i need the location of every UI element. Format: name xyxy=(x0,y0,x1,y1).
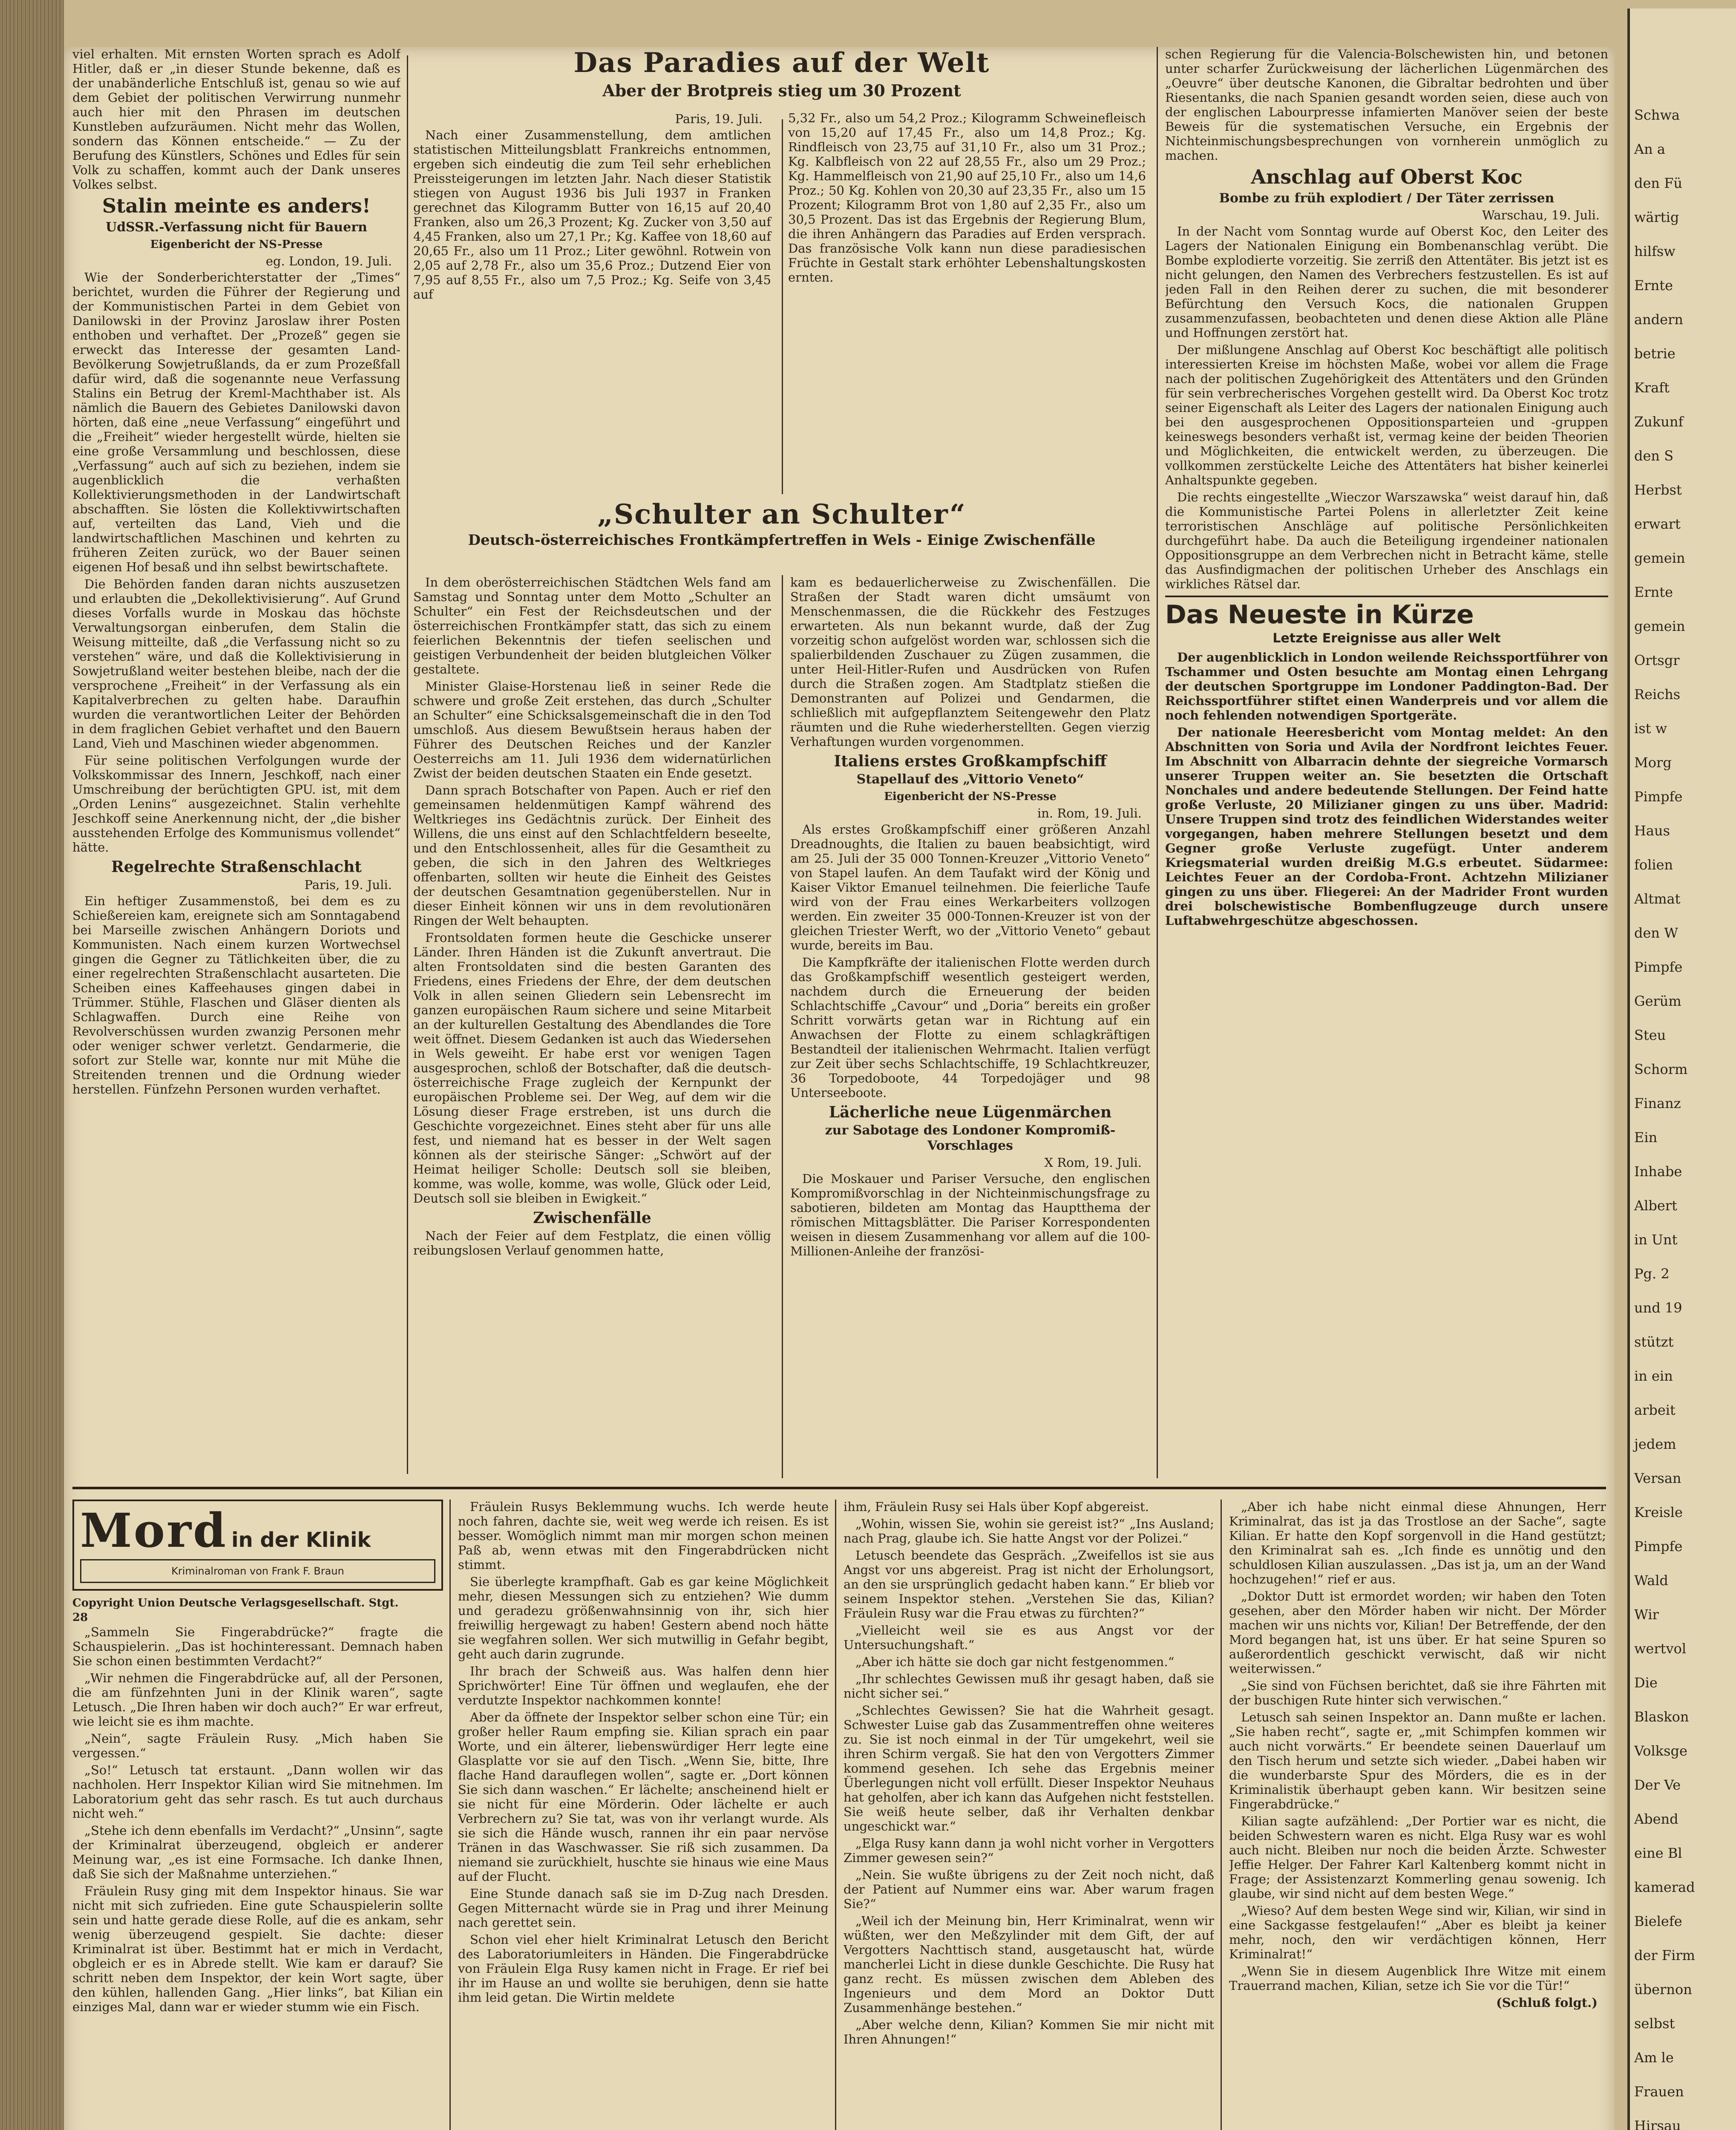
strassenschlacht-headline: Regelrechte Straßenschlacht xyxy=(111,858,362,876)
facing-page-line: Bielefe xyxy=(1634,1913,1682,1929)
facing-page-line: Altmat xyxy=(1634,891,1681,907)
koc-subheadline: Bombe zu früh explodiert / Der Täter zerrissen xyxy=(1219,191,1555,206)
novel-paragraph: „Wenn Sie in diesem Augenblick Ihre Witze mit einem Trauerrand machen, Kilian, setze ich Sie vor die Tür!“ xyxy=(1229,1964,1606,1993)
facing-page-line: wärtig xyxy=(1634,209,1679,225)
novel-paragraph: Ihr brach der Schweiß aus. Was halfen denn hier Sprichwörter! Eine Tür öffnen und weglaufen, ehe der verdutzte Inspektor nachkommen konnte! xyxy=(458,1664,829,1707)
facing-page-line: Ein xyxy=(1634,1129,1658,1146)
neueste-item: Der augenblicklich in London weilende Reichssportführer von Tschammer und Osten besuchte am Montag einen Lehrgang der deutschen Sportgruppe im Londoner Paddington-Bad. Der Reichssportführer stiftet einen Wanderpreis und vor allem die noch fehlenden notwendigen Sportgeräte. xyxy=(1165,650,1608,722)
luegen-dateline: X Rom, 19. Juli. xyxy=(1044,1155,1142,1170)
facing-page-line: Reichs xyxy=(1634,686,1681,702)
novel-credit: Kriminalroman von Frank F. Braun xyxy=(80,1559,435,1583)
facing-page-line: gemein xyxy=(1634,550,1685,566)
facing-page-line: betrie xyxy=(1634,345,1676,362)
schulter-continued-paragraph: kam es bedauerlicherweise zu Zwischenfällen. Die Straßen der Stadt waren dicht umsäumt von Menschenmassen, die die Rückkehr des Festzuges erwarteten. Als nun bekannt wurde, daß der Zug vorzeitig schon aufgelöst worden war, schlossen sich die spalierbildenden Zuschauer zu Zügen zusammen, die unter Heil-Hitler-Rufen und Ausdrücken von Rufen durch die Straßen zogen. Am Stadtplatz stießen die Demonstranten auf Polizei und Gendarmen, die schließlich mit aufgepflanztem Seitengewehr den Platz räumten und die Ruhe wiederherstellten. Gegen vierzig Verhaftungen wurden vorgenommen. xyxy=(790,575,1150,749)
neueste-subheadline: Letzte Ereignisse aus aller Welt xyxy=(1272,631,1501,646)
novel-paragraph: Schon viel eher hielt Kriminalrat Letusch den Bericht des Laboratoriumleiters in Händen. Die Fingerabdrücke von Fräulein Elga Rusy kamen nicht in Frage. Er rief bei ihr im Hause an und wollte sie beruhigen, denn sie hatte ihm leid getan. Die Wirtin meldete xyxy=(458,1932,829,2005)
facing-page-line: Versan xyxy=(1634,1470,1681,1486)
facing-page-text xyxy=(1630,9,1736,2130)
stalin-dateline: eg. London, 19. Juli. xyxy=(265,254,392,268)
novel-paragraph: Fräulein Rusy ging mit dem Inspektor hinaus. Sie war nicht mit sich zufrieden. Eine gute Schauspielerin sollte sein und hatte gerade diese Rolle, auf die es ankam, sehr wenig überzeugend gespielt. Sie dachte: dieser Kriminalrat ist über. Bestimmt hat er mich in Verdacht, obgleich er es in Abrede stellt. Wie kam er darauf? Sie schritt neben dem Inspektor, der kein Wort sagte, über den kühlen, hallenden Gang. „Hier links“, bat Kilian ein einziges Mal, dann war er wieder stumm wie ein Fisch. xyxy=(72,1884,443,2014)
column-1 xyxy=(72,47,400,1478)
facing-page-line: Der Ve xyxy=(1634,1777,1681,1793)
novel-paragraph: „So!“ Letusch tat erstaunt. „Dann wollen wir das nachholen. Herr Inspektor Kilian wird Sie mitnehmen. Im Laboratorium geht das sehr rasch. Es tut auch durchaus nicht weh.“ xyxy=(72,1763,443,1821)
novel-paragraph: „Aber ich habe nicht einmal diese Ahnungen, Herr Kriminalrat, das ist ja das Trostlose an der Sache“, sagte Kilian. Er hatte den Kopf sorgenvoll in die Hand gestützt; den Kriminalrat sah es. „Ich finde es unnötig und den schuldlosen Kilian auszulassen. „Das ist ja, um an der Wand hochzugehen!“ rief er aus. xyxy=(1229,1500,1606,1586)
facing-page-line: erwart xyxy=(1634,516,1681,532)
novel-paragraph: ihm, Fräulein Rusy sei Hals über Kopf abgereist. xyxy=(844,1500,1149,1514)
luegen-paragraph: Die Moskauer und Pariser Versuche, den englischen Kompromißvorschlag in der Nichteinmischungsfrage zu sabotieren, bildeten am Montag das Hauptthema der römischen Mittagsblätter. Die Pariser Korrespondenten weisen in diesem Zusammenhang vor allem auf die 100-Millionen-Anleihe der französi- xyxy=(790,1172,1150,1258)
facing-page-line: Finanz xyxy=(1634,1095,1681,1111)
schulter-header xyxy=(413,498,1150,571)
novel-paragraph: „Wohin, wissen Sie, wohin sie gereist ist?“ „Ins Ausland; nach Prag, glaube ich. Sie hatte Angst vor der Polizei.“ xyxy=(844,1517,1214,1546)
facing-page-line: Frauen xyxy=(1634,2084,1684,2100)
schiff-subheadline: Stapellauf des „Vittorio Veneto“ xyxy=(856,772,1084,787)
facing-page-line: eine Bl xyxy=(1634,1845,1682,1861)
facing-page-line: Kraft xyxy=(1634,380,1670,396)
novel-paragraph: „Sammeln Sie Fingerabdrücke?“ fragte die Schauspielerin. „Das ist hochinteressant. Demnach haben Sie schon einen bestimmten Verdacht?“ xyxy=(72,1625,443,1668)
novel-column-1 xyxy=(72,1500,443,2130)
novel-paragraph: Aber da öffnete der Inspektor selber schon eine Tür; ein großer heller Raum empfing sie. Kilian sprach ein paar Worte, und ein älterer, liebenswürdiger Herr legte eine Glasplatte vor sie auf den Tisch. „Wenn Sie, bitte, Ihre flache Hand darauflegen wollen“, sagte er. „Dort können Sie sich dann waschen.“ Er lächelte; anscheinend hielt er sie nicht für eine Mörderin. Oder lächelte er auch Verbrechern zu? Sie tat, was von ihr verlangt wurde. Als sie sich die Hände wusch, rannen ihr ein paar nervöse Tränen in das Waschwasser. Sie riß sich zusammen. Da niemand sie zurückhielt, huschte sie hinaus wie eine Maus auf der Flucht. xyxy=(458,1710,829,1884)
novel-paragraph: „Sie sind von Füchsen berichtet, daß sie ihre Fährten mit der buschigen Rute hinter sich verwischen.“ xyxy=(1229,1678,1606,1707)
novel-paragraph: „Stehe ich denn ebenfalls im Verdacht?“ „Unsinn“, sagte der Kriminalrat überzeugend, obgleich er anderer Meinung war, „es ist eine Formsache. Ich danke Ihnen, daß Sie sich der Maßnahme unterziehen.“ xyxy=(72,1823,443,1881)
column-4 xyxy=(1165,47,1608,1478)
novel-paragraph: „Wieso? Auf dem besten Wege sind wir, Kilian, wir sind in eine Sackgasse festgelaufen!“ „Aber es bleibt ja keiner mehr, noch, den wir verdächtigen können, Herr Kriminalrat!“ xyxy=(1229,1903,1606,1961)
column-rule xyxy=(782,575,783,1478)
novel-paragraph: Eine Stunde danach saß sie im D-Zug nach Dresden. Gegen Mitternacht würde sie in Prag und ihrer Meinung nach gerettet sein. xyxy=(458,1886,829,1930)
facing-page-line: Die xyxy=(1634,1675,1658,1691)
schulter-paragraph: In dem oberösterreichischen Städtchen Wels fand am Samstag und Sonntag unter dem Motto „Schulter an Schulter“ ein Fest der Reichsdeutschen und der österreichischen Frontkämpfer statt, das sich zu einem feierlichen Bekenntnis der tiefen seelischen und geistigen Verbundenheit der beiden blutgleichen Völker gestaltete. xyxy=(413,575,771,676)
stalin-headline: Stalin meinte es anders! xyxy=(102,194,371,217)
facing-page-line: Pimpfe xyxy=(1634,959,1683,975)
column-rule xyxy=(1221,1500,1222,2130)
schulter-headline: „Schulter an Schulter“ xyxy=(597,498,966,530)
column-rule xyxy=(1157,47,1158,1478)
facing-page-line: Abend xyxy=(1634,1811,1678,1827)
novel-end-note: (Schluß folgt.) xyxy=(1496,1995,1598,2010)
facing-page-line: Pg. 2 xyxy=(1634,1266,1670,1282)
schulter-paragraph: Frontsoldaten formen heute die Geschicke unserer Länder. Ihren Händen ist die Zukunft anvertraut. Die alten Frontsoldaten sind die besten Garanten des Friedens, eines Friedens der Ehre, der dem deutschen Volk in allen seinen Gliedern sein Lebensrecht im ganzen europäischen Raum sichere und seine Mitarbeit an der kulturellen Gestaltung des Abendlandes die Tore weit öffnet. Diesem Gedanken ist auch das Wiedersehen in Wels geweiht. Er habe erst vor wenigen Tagen ausgesprochen, schloß der Botschafter, daß die deutsch-österreichische Frage zugleich der Kernpunkt der europäischen Probleme sei. Der Weg, auf dem wir die Lösung dieser Frage erstreben, ist uns durch die Geschichte vorgezeichnet. Eines steht aber für uns alle fest, und niemand hat es besser in der Welt sagen können als der steirische Sänger: „Schwört auf der Heimat heiliger Scholle: Deutsch soll sie bleiben, komme, was wolle, komme, was wolle, Glück oder Leid, Deutsch soll sie bleiben in Ewigkeit.“ xyxy=(413,930,771,1206)
newspaper-page xyxy=(64,47,1615,2130)
column-2 xyxy=(413,575,771,1478)
novel-paragraph: Letusch sah seinen Inspektor an. Dann mußte er lachen. „Sie haben recht“, sagte er, „mit Schimpfen kommen wir auch nicht vorwärts.“ Er beendete seinen Dauerlauf um den Tisch herum und setzte sich wieder. „Dabei haben wir die wunderbarste Spur des Mörders, die es in der Kriminalistik überhaupt geben kann. Wir besitzen seine Fingerabdrücke.“ xyxy=(1229,1710,1606,1811)
facing-page-line: und 19 xyxy=(1634,1300,1682,1316)
luegen-subheadline: zur Sabotage des Londoner Kompromiß-Vorschlages xyxy=(825,1123,1116,1153)
facing-page-line: Morg xyxy=(1634,754,1672,771)
facing-page-line: kamerad xyxy=(1634,1879,1695,1895)
facing-page-line: Blaskon xyxy=(1634,1709,1689,1725)
facing-page-line: den Fü xyxy=(1634,175,1683,191)
column-rule xyxy=(782,119,783,494)
koc-paragraph: Der mißlungene Anschlag auf Oberst Koc beschäftigt alle politisch interessierten Kreise im höchsten Maße, wobei vor allem die Frage nach der politischen Zugehörigkeit des Attentäters und den Gründen für sein verbrecherisches Vorgehen gestellt wird. Da Oberst Koc trotz seiner Eigenschaft als Leiter des Lagers der nationalen Einigung auch bei den ausgesprochenen Oppositionsparteien und -gruppen keineswegs besonders verhaßt ist, vermag keine der beiden Theorien und Möglichkeiten, die entwickelt werden, zu überzeugen. Die vollkommen zerstückelte Leiche des Attentäters hat bisher keinerlei Anhaltspunkte gegeben. xyxy=(1165,343,1608,487)
facing-page-line: Ernte xyxy=(1634,584,1673,600)
facing-page-line: Volksge xyxy=(1634,1743,1687,1759)
paradies-subheadline: Aber der Brotpreis stieg um 30 Prozent xyxy=(602,81,961,100)
schiff-source: Eigenbericht der NS-Presse xyxy=(884,790,1057,803)
column-rule xyxy=(407,55,408,1474)
stalin-source: Eigenbericht der NS-Presse xyxy=(150,238,323,251)
facing-page-line: Inhabe xyxy=(1634,1163,1682,1180)
novel-column-4 xyxy=(1229,1500,1606,2130)
novel-paragraph: „Ihr schlechtes Gewissen muß ihr gesagt haben, daß sie nicht sicher sei.“ xyxy=(844,1672,1214,1701)
facing-page-line: Zukunf xyxy=(1634,414,1684,430)
facing-page-line: Wald xyxy=(1634,1572,1668,1589)
zwischenfaelle-headline: Zwischenfälle xyxy=(533,1209,651,1227)
facing-page-line: Schorm xyxy=(1634,1061,1688,1077)
facing-page-line: den W xyxy=(1634,925,1678,941)
book-page-edges xyxy=(0,0,64,2130)
novel-copyright: Copyright Union Deutsche Verlagsgesellschaft. Stgt. xyxy=(72,1597,399,1609)
facing-page-line: Wir xyxy=(1634,1606,1659,1623)
facing-page-line: in ein xyxy=(1634,1368,1673,1384)
novel-paragraph: „Elga Rusy kann dann ja wohl nicht vorher in Vergotters Zimmer gewesen sein?“ xyxy=(844,1836,1214,1865)
novel-paragraph: Sie überlegte krampfhaft. Gab es gar keine Möglichkeit mehr, diesen Messungen sich zu entziehen? Wie dumm und geradezu größenwahnsinnig von ihr, sich hier freiwillig hergewagt zu haben! Gestern abend noch hätte sie wegfahren sollen. Wer sich mutwillig in Gefahr begibt, geht auch darin zugrunde. xyxy=(458,1574,829,1661)
novel-paragraph: „Nein. Sie wußte übrigens zu der Zeit noch nicht, daß der Patient auf Nummer eins war. Aber warum fragen Sie?“ xyxy=(844,1868,1214,1911)
facing-page-line: den S xyxy=(1634,448,1674,464)
novel-paragraph: „Nein“, sagte Fräulein Rusy. „Mich haben Sie vergessen.“ xyxy=(72,1731,443,1760)
facing-page-line: in Unt xyxy=(1634,1232,1678,1248)
neueste-headline: Das Neueste in Kürze xyxy=(1165,600,1474,630)
novel-column-2 xyxy=(458,1500,829,2130)
facing-page-line: selbst xyxy=(1634,2015,1675,2032)
facing-page-line: An a xyxy=(1634,141,1665,157)
facing-page-line: folien xyxy=(1634,857,1673,873)
facing-page-line: übernon xyxy=(1634,1981,1692,1998)
novel-paragraph: Fräulein Rusys Beklemmung wuchs. Ich werde heute noch fahren, dachte sie, weit weg werde ich reisen. Es ist besser. Womöglich nimmt man mir morgen schon meinen Paß ab, wenn etwas mit den Fingerabdrücken nicht stimmt. xyxy=(458,1500,829,1572)
schulter-paragraph: Dann sprach Botschafter von Papen. Auch er rief den gemeinsamen heldenmütigen Kampf während des Weltkrieges ins Gedächtnis zurück. Der Einheit des Willens, die uns einst auf den Schlachtfeldern beseelte, und den Entschlossenheit, alles für die Gesamtheit zu geben, die sich in den Jahren des Weltkrieges offenbarten, sollten wir heute die Einheit des Geistes der deutschen Gesamtnation gegenüberstellen. Nur in dieser Einheit können wir uns in dem revolutionären Ringen der Welt behaupten. xyxy=(413,783,771,928)
novel-paragraph: „Vielleicht weil sie es aus Angst vor der Untersuchungshaft.“ xyxy=(844,1623,1214,1652)
column-rule xyxy=(449,1500,451,2130)
novel-column-3 xyxy=(844,1500,1214,2130)
strassenschlacht-dateline: Paris, 19. Juli. xyxy=(304,878,392,892)
facing-page-line: Am le xyxy=(1634,2049,1674,2066)
koc-dateline: Warschau, 19. Juli. xyxy=(1482,208,1600,222)
koc-paragraph: In der Nacht vom Sonntag wurde auf Oberst Koc, den Leiter des Lagers der Nationalen Einigung ein Bombenanschlag verübt. Die Bombe explodierte vorzeitig. Sie zerriß den Attentäter. Bis jetzt ist es nicht gelungen, den Namen des Verbrechers festzustellen. Es ist auf jeden Fall in den Reihen derer zu suchen, die mit besonderer Befürchtung den Versuch Kocs, die nationalen Gruppen zusammenzufassen, beobachteten und denen diese Aktion alle Pläne und Hoffnungen zerstört hat. xyxy=(1165,224,1608,340)
facing-page-line: Hirsau xyxy=(1634,2118,1681,2130)
feuilleton-rule xyxy=(72,1487,1606,1489)
novel-paragraph: „Aber welche denn, Kilian? Kommen Sie mir nicht mit Ihren Ahnungen!“ xyxy=(844,2018,1214,2047)
schiff-headline: Italiens erstes Großkampfschiff xyxy=(834,752,1107,770)
novel-paragraph: Kilian sagte aufzählend: „Der Portier war es nicht, die beiden Schwestern waren es nicht. Elga Rusy war es wohl auch nicht. Bleiben nur noch die beiden Ärzte. Schwester Jeffie Helger. Der Fahrer Karl Kaltenberg kommt nicht in Frage; der Assistenzarzt Kommerling genau sowenig. Ich glaube, wir sind nicht auf dem besten Wege.“ xyxy=(1229,1814,1606,1901)
paradies-headline: Das Paradies auf der Welt xyxy=(573,47,990,79)
luegen-headline: Lächerliche neue Lügenmärchen xyxy=(829,1103,1112,1121)
facing-page-line: arbeit xyxy=(1634,1402,1676,1418)
novel-paragraph: Letusch beendete das Gespräch. „Zweifellos ist sie aus Angst vor uns abgereist. Prag ist nicht der Erholungsort, an den sie ursprünglich gedacht haben kann.“ Er blieb vor seinem Inspektor stehen. „Verstehen Sie das, Kilian? Fräulein Rusy war die Frau etwas zu fürchten?“ xyxy=(844,1548,1214,1621)
stalin-subheadline: UdSSR.-Verfassung nicht für Bauern xyxy=(106,220,367,235)
strassenschlacht-paragraph: Ein heftiger Zusammenstoß, bei dem es zu Schießereien kam, ereignete sich am Sonntagabend bei Marseille zwischen Anhängern Doriots und Kommunisten. Nach einem kurzen Wortwechsel gingen die Gegner zu Tätlichkeiten über, die zu einer regelrechten Straßenschlacht ausarteten. Die Scheiben eines Kaffeehauses gingen dabei in Trümmer. Stühle, Flaschen und Gläser dienten als Schlagwaffen. Durch eine Reihe von Revolverschüssen wurden zwanzig Personen mehr oder weniger schwer verletzt. Gendarmerie, die sofort zur Stelle war, konnte nur mit Mühe die Streitenden trennen und die Ordnung wieder herstellen. Fünfzehn Personen wurden verhaftet. xyxy=(72,894,400,1097)
facing-page-line: Ortsgr xyxy=(1634,652,1680,668)
schulter-subheadline: Deutsch-österreichisches Frontkämpfertreffen in Wels - Einige Zwischenfälle xyxy=(468,532,1096,549)
novel-title-tail: in der Klinik xyxy=(231,1528,371,1552)
facing-page-line: jedem xyxy=(1634,1436,1676,1452)
facing-page-line: Steu xyxy=(1634,1027,1666,1043)
koc-headline: Anschlag auf Oberst Koc xyxy=(1251,165,1523,188)
neueste-item: Der nationale Heeresbericht vom Montag meldet: An den Abschnitten von Soria und Avila der Nordfront leichtes Feuer. Im Abschnitt von Albarracin dehnte der siegreiche Vormarsch unserer Truppen weiter an. Sie besetzten die Ortschaft Nonchales und andere bedeutende Stellungen. Der Feind hatte große Verluste, 20 Milizianer gingen zu uns über. Madrid: Unsere Truppen sind trotz des feindlichen Widerstandes weiter vorgegangen, haben mehrere Stellungen besetzt und dem Gegner große Verluste zugefügt. Unter anderem Kriegsmaterial wurden dreißig M.G.s erbeutet. Südarmee: Leichtes Feuer an der Cordoba-Front. Achtzehn Milizianer gingen zu uns über. Fliegerei: An der Madrider Front wurden drei bolschewistische Bombenflugzeuge durch unsere Luftabwehrgeschütze abgeschossen. xyxy=(1165,725,1608,928)
schiff-paragraph: Als erstes Großkampfschiff einer größeren Anzahl Dreadnoughts, die Italien zu bauen beabsichtigt, wird am 25. Juli der 35 000 Tonnen-Kreuzer „Vittorio Veneto“ von Stapel laufen. An dem Taufakt wird der König und Kaiser Viktor Emanuel teilnehmen. Die feierliche Taufe wird von der Frau eines Werkarbeiters vollzogen werden. Ein zweiter 35 000-Tonnen-Kreuzer ist von der gleichen Triester Werft, wo der „Vittorio Veneto“ gebaut wurde, bereits im Bau. xyxy=(790,822,1150,953)
facing-page-fragment xyxy=(1627,9,1736,2130)
paradies-paragraph: 5,32 Fr., also um 54,2 Proz.; Kilogramm Schweinefleisch von 15,20 auf 17,45 Fr., also um 14,8 Proz.; Kg. Rindfleisch von 23,75 auf 31,10 Fr., also um 31 Proz.; Kg. Kalbfleisch von 22 auf 28,55 Fr., also um 29 Proz.; Kg. Hammelfleisch von 21,90 auf 25,10 Fr., also um 14,6 Proz.; 50 Kg. Kohlen von 20,30 auf 23,35 Fr., also um 15 Prozent; Kilogramm Brot von 1,80 auf 2,35 Fr., also um 30,5 Prozent. Das ist das Ergebnis der Regierung Blum, die ihren Anhängern das Paradies auf Erden versprach. Das französische Volk kann nun diese paradiesischen Früchte in Gestalt stark erhöhter Lebenshaltungskosten ernten. xyxy=(788,111,1146,285)
stalin-paragraph: Für seine politischen Verfolgungen wurde der Volkskommissar des Innern, Jeschkoff, nach einer Umschreibung der berüchtigten GPU. ist, mit dem „Orden Lenins“ ausgezeichnet. Stalin verhehlte Jeschkoff seine Anerkennung nicht, der „die bisher ausstehenden Erfolge des Kommunismus vollendet“ hätte. xyxy=(72,753,400,855)
paradies-dateline: Paris, 19. Juli. xyxy=(675,112,763,126)
facing-page-line: stützt xyxy=(1634,1334,1674,1350)
novel-paragraph: „Aber ich hätte sie doch gar nicht festgenommen.“ xyxy=(855,1655,1175,1669)
facing-page-line: Kreisle xyxy=(1634,1504,1683,1520)
facing-page-line: Pimpfe xyxy=(1634,789,1683,805)
column-3 xyxy=(790,575,1150,1478)
stalin-paragraph: Die Behörden fanden daran nichts auszusetzen und erlaubten die „Dekollektivisierung“. Auf Grund dieses Vorfalls wurde in Moskau das höchste Verwaltungsorgan einberufen, dem Stalin die Weisung mitteilte, daß „die Verfassung nicht so zu verstehen“ wäre, und daß die Kollektivisierung in Sowjetrußland weiter bestehen bleibe, nach der die versprochene „Freiheit“ in der Verfassung als ein Kapitalverbrechen zu gelten habe. Daraufhin wurden die verantwortlichen Leiter der Behörden in dem fraglichen Gebiet verhaftet und den Bauern Land, Vieh und Maschinen wieder abgenommen. xyxy=(72,577,400,751)
column-rule xyxy=(835,1500,836,2130)
stalin-paragraph: Wie der Sonderberichterstatter der „Times“ berichtet, wurden die Führer der Regierung und der Kommunistischen Partei in dem Gebiet von Danilowski in der Provinz Jaroslaw ihrer Posten enthoben und verhaftet. Der „Prozeß“ gegen sie erweckt das Interesse der gesamten Land-Bevölkerung Sowjetrußlands, da er zum Prozeßfall dafür wird, daß die sogenannte neue Verfassung Stalins ein Betrug der Kreml-Machthaber ist. Als nämlich die Bauern des Gebietes Danilowski davon hörten, daß eine „neue Verfassung“ eingeführt und die „Freiheit“ wieder hergestellt würde, hielten sie eine große Versammlung und beschlossen, diese „Verfassung“ auch auf sich zu beziehen, indem sie augenblicklich die verhaßten Kollektivierungsmethoden in der Landwirtschaft abschafften. Sie lösten die Kollektivwirtschaften auf, verteilten das Land, Vieh und die landwirtschaftlichen Maschinen und kehrten zu früheren Zeiten zurück, wo der Bauer seinen eigenen Hof besaß und ihn selbst bewirtschaftete. xyxy=(72,270,400,574)
facing-page-line: Albert xyxy=(1634,1197,1677,1214)
zwischenfaelle-paragraph: Nach der Feier auf dem Festplatz, die einen völlig reibungslosen Verlauf genommen hatte, xyxy=(413,1229,771,1258)
facing-page-line: wertvol xyxy=(1634,1641,1687,1657)
intro-paragraph: schen Regierung für die Valencia-Bolschewisten hin, und betonen unter scharfer Zurückweisung der lächerlichen Lügenmärchen des „Oeuvre“ über deutsche Kanonen, die Gibraltar bedrohten und über Riesentanks, die nach Spanien gesandt worden seien, diese auch von der englischen Labourpresse infamierten Manöver seien der beste Beweis für die systematischen Versuche, ein Ergebnis der Nichteinmischungsbesprechungen von vornherein unmöglich zu machen. xyxy=(1165,47,1608,163)
facing-page-line: Herbst xyxy=(1634,482,1682,498)
novel-installment: 28 xyxy=(72,1611,88,1624)
facing-page-line: Gerüm xyxy=(1634,993,1681,1009)
facing-page-line: Schwa xyxy=(1634,107,1680,123)
schiff-paragraph: Die Kampfkräfte der italienischen Flotte werden durch das Großkampfschiff wesentlich gesteigert werden, nachdem durch die Erneuerung der beiden Schlachtschiffe „Cavour“ und „Doria“ bereits ein großer Schritt vorwärts getan war in Richtung auf ein Anwachsen der Flotte zu einem schlagkräftigen Bestandteil der italienischen Wehrmacht. Italien verfügt zur Zeit über sechs Schlachtschiffe, 19 Schlachtkreuzer, 36 Torpedoboote, 44 Torpedojäger und 98 Unterseeboote. xyxy=(790,955,1150,1100)
novel-paragraph: „Wir nehmen die Fingerabdrücke auf, all der Personen, die am fünfzehnten Juni in der Klinik waren“, sagte Letusch. „Die Ihren haben wir doch auch?“ Er war erfreut, wie leicht sie es ihm machte. xyxy=(72,1671,443,1729)
novel-paragraph: „Doktor Dutt ist ermordet worden; wir haben den Toten gesehen, aber den Mörder haben wir nicht. Der Mörder machen wir uns nichts vor, Kilian! Der Betreffende, der den Mord begangen hat, ist uns über. Er hat seine Spuren so außerordentlich geschickt verwischt, daß wir nicht weiterwissen.“ xyxy=(1229,1589,1606,1676)
novel-paragraph: „Schlechtes Gewissen? Sie hat die Wahrheit gesagt. Schwester Luise gab das Zusammentreffen ohne weiteres zu. Sie ist noch einmal in der Tür umgekehrt, weil sie ihren Schirm vergaß. Sie hat den von Vergotters Zimmer kommend gesehen. Ich sehe das Ergebnis meiner Überlegungen nicht voll erfüllt. Dieser Inspektor Neuhaus hat geholfen, aber ich kann das Aufgehen nicht feststellen. Sie weiß heute selber, daß ihr Verhalten denkbar ungeschickt war.“ xyxy=(844,1703,1214,1834)
facing-page-line: Haus xyxy=(1634,823,1670,839)
novel-title-box xyxy=(72,1500,443,1591)
koc-paragraph: Die rechts eingestellte „Wieczor Warszawska“ weist darauf hin, daß die Kommunistische Partei Polens in allerletzter Zeit keine terroristischen Anschläge auf politische Persönlichkeiten durchgeführt habe. Da auch die Beteiligung irgendeiner nationalen Oppositionsgruppe an dem Verbrechen nicht in Betracht käme, stelle das Ausfindigmachen der politischen Urheber des Anschlags ein wirkliches Rätsel dar. xyxy=(1165,490,1608,591)
facing-page-line: gemein xyxy=(1634,618,1685,634)
facing-page-line: andern xyxy=(1634,311,1684,328)
facing-page-line: Pimpfe xyxy=(1634,1538,1683,1554)
section-divider xyxy=(1165,596,1608,597)
facing-page-line: Ernte xyxy=(1634,277,1673,294)
schiff-dateline: in. Rom, 19. Juli. xyxy=(1037,806,1142,820)
novel-paragraph: „Weil ich der Meinung bin, Herr Kriminalrat, wenn wir wüßten, wer den Meßzylinder mit dem Gift, der auf Vergotters Nachttisch stand, ausgetauscht hat, würde mancherlei Licht in diese dunkle Geschichte. Die Rusy hat ganz recht. Es müssen zwischen dem Ableben des Ingenieurs und dem Mord an Doktor Dutt Zusammenhänge bestehen.“ xyxy=(844,1914,1214,2015)
paradies-paragraph: Nach einer Zusammenstellung, dem amtlichen statistischen Mitteilungsblatt Frankreichs entnommen, ergeben sich eindeutig die zum Teil sehr erheblichen Preissteigerungen im letzten Jahr. Nach dieser Statistik stiegen von August 1936 bis Juli 1937 in Franken gerechnet das Kilogramm Butter von 16,15 auf 20,40 Franken, also um 26,3 Prozent; Kg. Zucker von 3,50 auf 4,45 Franken, also um 27,1 Pr.; Kg. Kaffee von 18,60 auf 20,65 Fr., also um 11 Proz.; Liter gewöhnl. Rotwein von 2,05 auf 2,78 Fr., also um 35,6 Proz.; Dutzend Eier von 7,95 auf 8,55 Fr., also um 7,5 Proz.; Kg. Seife von 3,45 auf xyxy=(413,128,771,302)
intro-paragraph: viel erhalten. Mit ernsten Worten sprach es Adolf Hitler, daß er „in dieser Stunde bekenne, daß es der unabänderliche Entschluß ist, genau so wie auf dem Gebiet der politischen Verwirrung nunmehr auch hier mit den Phrasen im deutschen Kunstleben aufzuräumen. Nicht mehr das Wollen, sondern das Können entscheide.“ — Zu der Berufung des Künstlers, Schönes und Edles für sein Volk zu schaffen, kommt auch der Dank unseres Volkes selbst. xyxy=(72,47,400,192)
schulter-paragraph: Minister Glaise-Horstenau ließ in seiner Rede die schwere und große Zeit erstehen, das durch „Schulter an Schulter“ eine Schicksalsgemeinschaft die in den Tod umschloß. Aus diesem Bewußtsein heraus haben der Führer des Deutschen Reiches und der Kanzler Oesterreichs am 11. Juli 1936 dem widernatürlichen Zwist der beiden deutschen Staaten ein Ende gesetzt. xyxy=(413,679,771,780)
facing-page-line: der Firm xyxy=(1634,1947,1695,1963)
novel-title-main: Mord xyxy=(80,1503,227,1558)
facing-page-line: hilfsw xyxy=(1634,243,1676,259)
facing-page-line: ist w xyxy=(1634,720,1667,737)
